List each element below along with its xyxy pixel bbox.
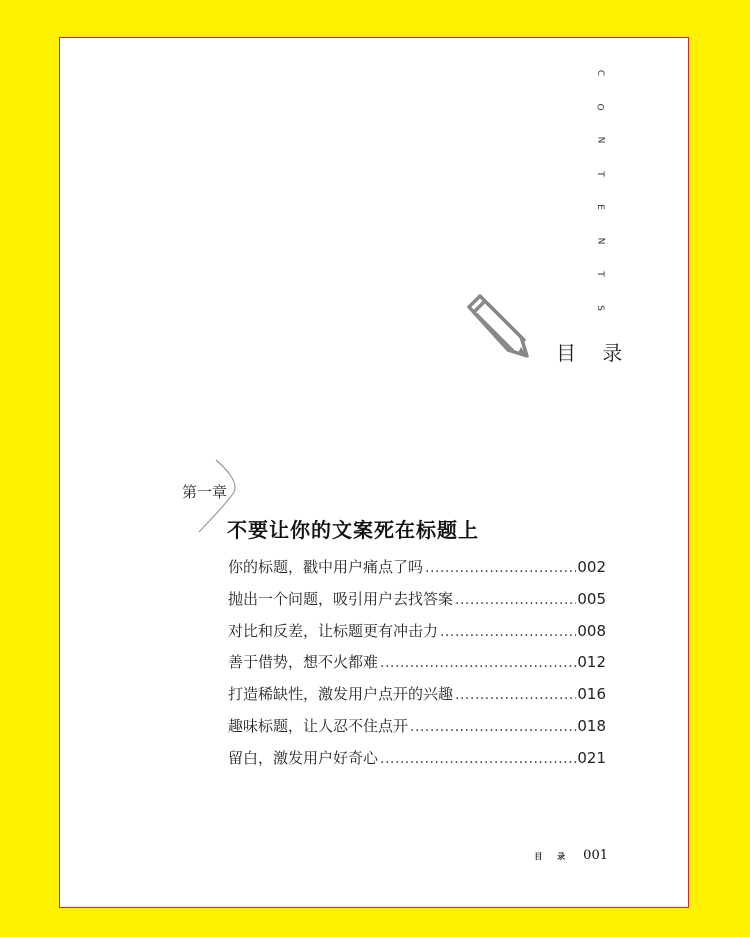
page-footer — [534, 848, 608, 863]
toc-leader-dots — [455, 592, 576, 608]
toc-entry-title: 趣味标题，让人忍不住点开 — [228, 716, 409, 735]
toc-entry-title: 留白，激发用户好奇心 — [228, 748, 379, 767]
toc-entry-page: 016 — [577, 685, 606, 704]
page-number: 001 — [583, 848, 608, 863]
toc-heading: 目 录 — [556, 341, 633, 365]
toc-entry[interactable] — [228, 715, 606, 747]
chapter-label: 第一章 — [182, 483, 228, 501]
toc-list — [228, 556, 606, 779]
toc-entry[interactable] — [228, 588, 606, 620]
contents-letter: C — [594, 69, 605, 77]
toc-entry-page: 005 — [577, 589, 606, 608]
toc-entry[interactable] — [228, 683, 606, 715]
toc-entry[interactable] — [228, 651, 606, 683]
contents-letter: E — [595, 204, 605, 210]
contents-letter: S — [595, 304, 605, 311]
toc-leader-dots — [410, 719, 576, 735]
contents-letter: T — [595, 170, 605, 177]
chapter-title: 不要让你的文案死在标题上 — [227, 518, 479, 542]
contents-letter: O — [595, 102, 605, 111]
toc-entry-title: 善于借势，想不火都难 — [228, 653, 379, 672]
toc-entry-title: 抛出一个问题，吸引用户去找答案 — [228, 589, 454, 608]
contents-letter: T — [595, 271, 605, 277]
toc-entry[interactable] — [228, 747, 606, 779]
toc-entry-page: 018 — [577, 716, 606, 735]
toc-entry[interactable] — [228, 620, 606, 652]
toc-entry-page: 021 — [577, 748, 606, 767]
toc-entry[interactable] — [228, 556, 606, 588]
toc-entry-page: 008 — [577, 621, 606, 640]
toc-entry-title: 你的标题，戳中用户痛点了吗 — [228, 558, 424, 576]
toc-entry-title: 对比和反差，让标题更有冲击力 — [228, 621, 439, 640]
contents-letter: N — [594, 136, 605, 144]
footer-label: 目 录 — [534, 852, 572, 861]
toc-leader-dots — [380, 655, 576, 671]
document-page — [59, 37, 689, 908]
toc-entry-title: 打造稀缺性，激发用户点开的兴趣 — [228, 685, 454, 704]
contents-vertical-label — [590, 68, 608, 336]
toc-leader-dots — [455, 687, 576, 703]
toc-leader-dots — [440, 624, 576, 640]
toc-leader-dots — [380, 751, 576, 767]
toc-entry-page: 012 — [577, 653, 606, 672]
toc-leader-dots — [425, 560, 576, 576]
pencil-icon — [463, 290, 535, 362]
toc-entry-page: 002 — [577, 558, 606, 576]
contents-letter: N — [594, 237, 605, 244]
